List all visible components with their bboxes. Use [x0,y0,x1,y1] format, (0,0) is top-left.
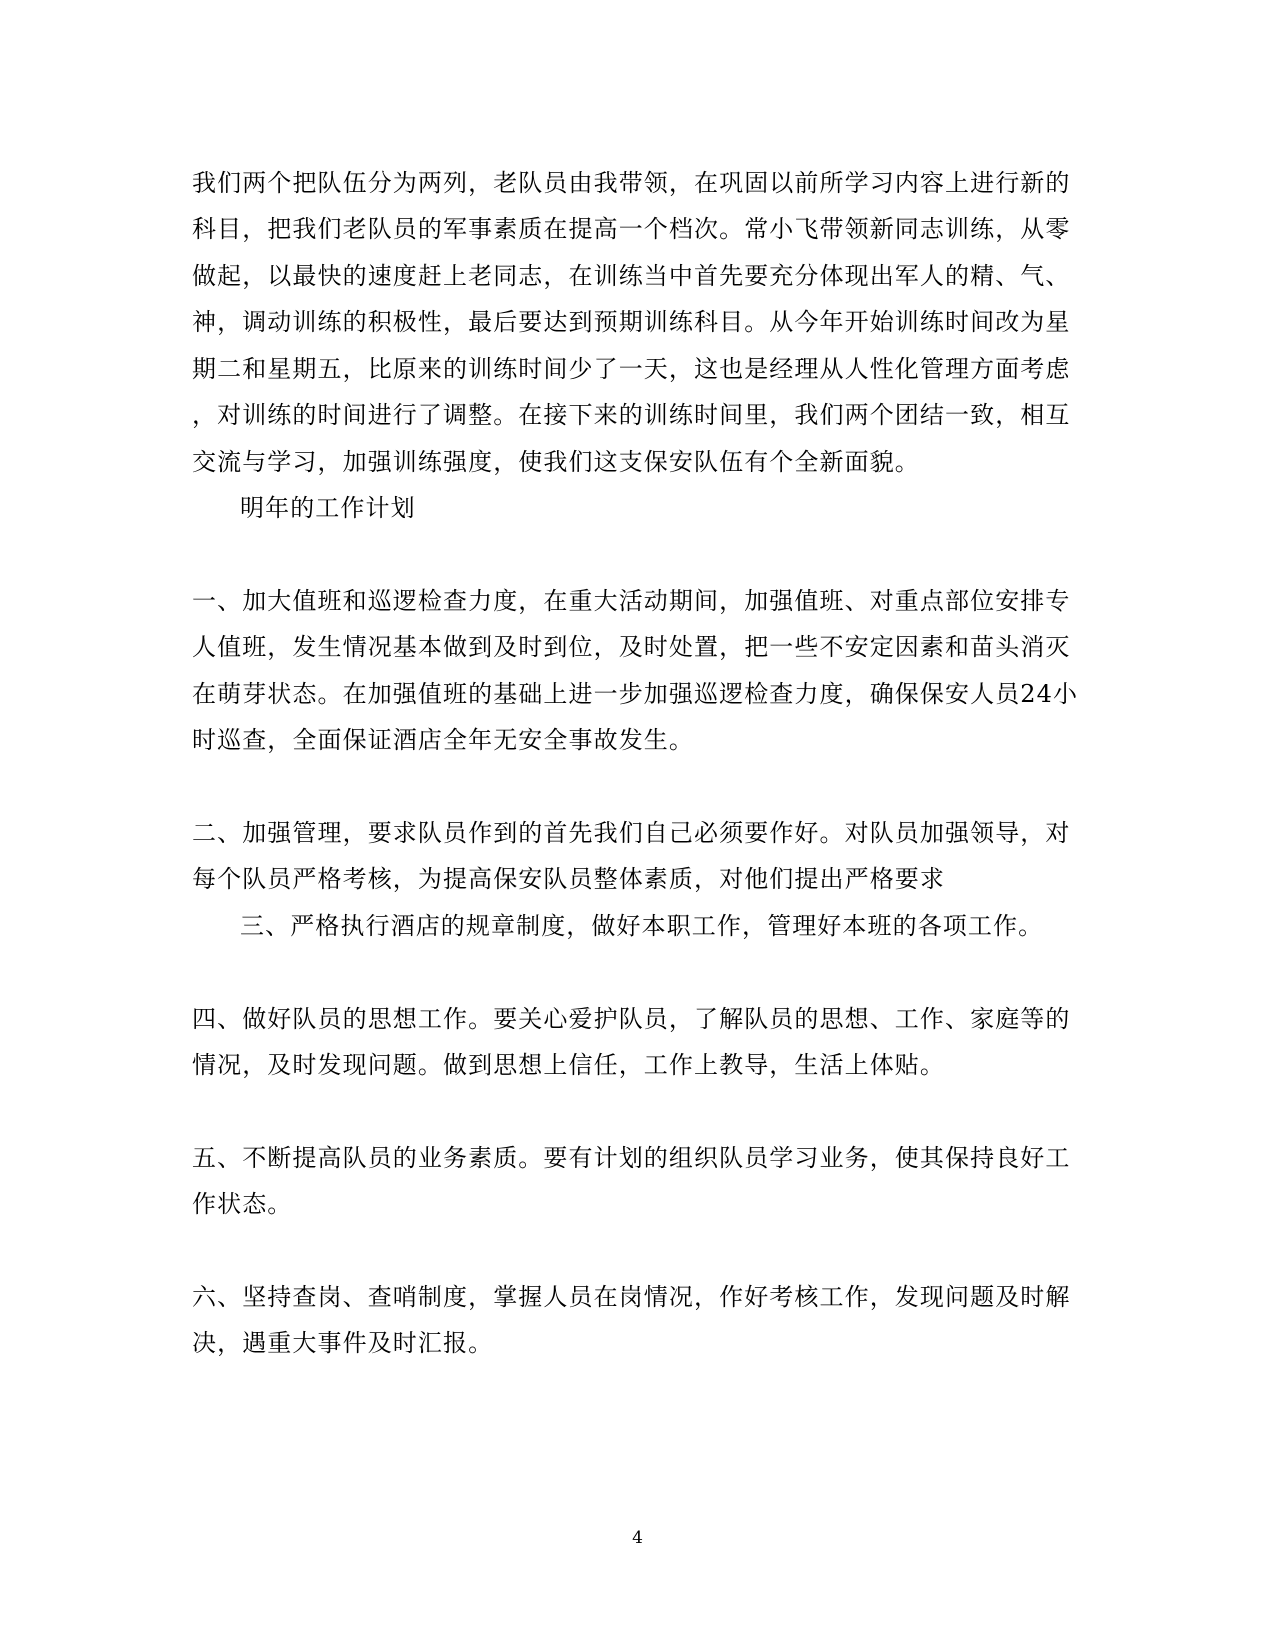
section-heading: 明年的工作计划 [240,494,416,522]
text-line: 四、做好队员的思想工作。要关心爱护队员，了解队员的思想、工作、家庭等的 [192,1005,1071,1033]
text-line: 神，调动训练的积极性，最后要达到预期训练科目。从今年开始训练时间改为星 [192,308,1071,336]
text-line: 我们两个把队伍分为两列，老队员由我带领，在巩固以前所学习内容上进行新的 [192,169,1071,197]
text-line: 人值班，发生情况基本做到及时到位，及时处置，把一些不安定因素和苗头消灭 [192,633,1071,661]
text-line: 五、不断提高队员的业务素质。要有计划的组织队员学习业务，使其保持良好工 [192,1144,1071,1172]
text-line: 期二和星期五，比原来的训练时间少了一天，这也是经理从人性化管理方面考虑 [192,355,1071,383]
text-line: 一、加大值班和巡逻检查力度，在重大活动期间，加强值班、对重点部位安排专 [192,587,1071,615]
text-line: 交流与学习，加强训练强度，使我们这支保安队伍有个全新面貌。 [192,448,920,476]
text-line: 科目，把我们老队员的军事素质在提高一个档次。常小飞带领新同志训练，从零 [192,215,1071,243]
text-line: 每个队员严格考核，为提高保安队员整体素质，对他们提出严格要求 [192,865,945,893]
text-line: 决，遇重大事件及时汇报。 [192,1329,494,1357]
text-line: ，对训练的时间进行了调整。在接下来的训练时间里，我们两个团结一致，相互 [192,401,1071,429]
text-line: 六、坚持查岗、查哨制度，掌握人员在岗情况，作好考核工作，发现问题及时解 [192,1283,1071,1311]
text-line: 作状态。 [192,1190,293,1218]
text-line: 做起，以最快的速度赶上老同志，在训练当中首先要充分体现出军人的精、气、 [192,262,1071,290]
text-line: 二、加强管理，要求队员作到的首先我们自己必须要作好。对队员加强领导，对 [192,819,1071,847]
text-line: 在萌芽状态。在加强值班的基础上进一步加强巡逻检查力度，确保保安人员24小 [192,680,1079,708]
text-line: 时巡查，全面保证酒店全年无安全事故发生。 [192,726,694,754]
text-line: 三、严格执行酒店的规章制度，做好本职工作，管理好本班的各项工作。 [240,912,1044,940]
text-line: 情况，及时发现问题。做到思想上信任，工作上教导，生活上体贴。 [192,1051,945,1079]
page-number: 4 [632,1528,643,1548]
